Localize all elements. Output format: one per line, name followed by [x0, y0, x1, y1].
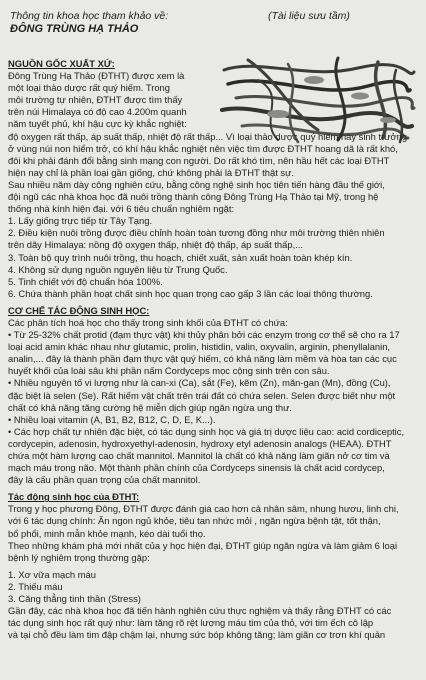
source-note: (Tài liệu sưu tầm) [268, 10, 350, 22]
text-line: một loại thảo dược rất quý hiếm. Trong [8, 82, 170, 94]
list-item: 3. Căng thẳng tinh thần (Stress) [8, 593, 141, 605]
text-line: bổ phổi, minh mẫn khỏe mạnh, kéo dài tuổi thọ. [8, 527, 206, 539]
list-item: 6. Chứa thành phần hoạt chất sinh học quan trọng cao gấp 3 lần các loại thông thường. [8, 287, 373, 299]
text-line: tác dụng sinh học rất quý như: làm tăng rõ rệt lượng máu tim của thỏ, với tim ếch cô lập [8, 617, 374, 629]
text-line: cordycepin, adenosin, hydroxyethyl-adenosin, hydroxy etyl adenosin analogs (HEAA). ĐTHT [8, 437, 392, 449]
text-line: • Các hợp chất tự nhiên đặc biệt, có tác dụng sinh học và giá trị dược liệu cao: acid cordiceptic, [8, 425, 405, 437]
section-title-mechanism: CƠ CHẾ TÁC ĐỘNG SINH HỌC: [8, 304, 150, 316]
text-line: bệnh lý nghiêm trọng thường gặp: [8, 551, 150, 563]
list-item: 5. Tinh chiết với độ chuẩn hóa 100%. [8, 275, 163, 287]
text-line: đặc biệt là selen (Se). Rất hiếm vật chất trên trái đất có chứa selen. Selen được biết như một [8, 389, 396, 401]
article-body [8, 54, 420, 641]
text-line: Đông Trùng Hạ Thảo (ĐTHT) được xem là [8, 70, 185, 82]
list-item: 2. Thiếu máu [8, 580, 63, 592]
text-line: Gần đây, các nhà khoa học đã tiến hành nghiên cứu thực nghiệm và thấy rằng ĐTHT có các [8, 605, 392, 617]
text-line: năm tuyết phủ, khí hậu cực kỳ khắc nghiệt: [8, 118, 187, 130]
text-line: đôi khi phải đánh đổi bằng sinh mạng con người. Do rất khó tìm, nên hầu hết các loại ĐTHT [8, 154, 390, 166]
text-line: đội ngũ các nhà khoa học đã nuôi trồng thành công Đông Trùng Hạ Thảo tại Mỹ, trong hệ [8, 191, 379, 203]
list-item: 4. Không sử dụng nguồn nguyên liệu từ Trung Quốc. [8, 263, 228, 275]
text-line: Sau nhiều năm dày công nghiên cứu, bằng công nghệ sinh học tiên tiến hàng đầu thế giới, [8, 178, 385, 190]
text-line: môi trường tự nhiên, ĐTHT được tìm thấy [8, 94, 183, 106]
text-line: huyết khối của loài sâu khi phần nấm Cordyceps mọc cộng sinh trên con sâu. [8, 365, 330, 377]
text-line: Trong y học phương Đông, ĐTHT được đánh giá cao hơn cả nhân sâm, nhung hươu, linh chi, [8, 503, 399, 515]
header-kicker: Thông tin khoa học tham khảo về: [10, 10, 169, 22]
header-title: ĐÔNG TRÙNG HẠ THẢO [10, 23, 139, 35]
text-line: chất có khả năng tăng cường hệ miễn dịch giúp ngăn ngừa ung thư. [8, 401, 293, 413]
text-line: độ oxygen rất thấp, áp suất thấp, nhiệt độ rất thấp... Vì loại thảo dược quý hiếm này sinh trưởng [8, 130, 408, 142]
text-line: chứa một hàm lượng cao chất mannitol. Mannitol là chất có khả năng làm giãn nở cơ tim và [8, 450, 390, 461]
header-block [10, 10, 168, 35]
section-title-origin: NGUỒN GỐC XUẤT XỨ: [8, 58, 115, 69]
text-line: • Nhiều loại vitamin (A, B1, B2, B12, C, D, E, K...). [8, 413, 216, 425]
text-line: hiện nay chỉ là phần loại gần giống, chứ không phải là ĐTHT thật sự. [8, 166, 294, 178]
list-item: trên dãy Himalaya: nồng độ oxygen thấp, nhiệt độ thấp, áp suất thấp,... [8, 239, 303, 251]
text-line: ở vùng núi non hiểm trở, có khí hậu khắc nghiệt nên việc tìm được ĐTHT hoang dã là rất khó, [8, 142, 398, 154]
list-item: 2. Điều kiện nuôi trồng được điều chỉnh hoàn toàn tương đồng như môi trường thiên nhiên [8, 227, 385, 239]
list-item: 1. Lấy giống trực tiếp từ Tây Tạng. [8, 215, 153, 227]
text-line: mạch máu trong não. Một thành phần chính của Cordyceps sinensis là chất acid cordycep, [8, 462, 385, 474]
text-line: analin,... đây là thành phần đạm thực vật quý hiếm, có khả năng làm mềm và hòa tan các cục [8, 353, 397, 365]
text-line: đây là cấu phần quan trọng của chất mannitol. [8, 474, 201, 486]
text-line: và tại chỗ đều làm tim đập chậm lại, nhưng sức bóp không tăng; làm giãn cơ trơn khí quản [8, 629, 386, 641]
text-line: loại acid amin khác nhau như glutamic, prolin, histidin, valin, oxyvalin, arginin, phenyllalanin, [8, 341, 391, 353]
list-item: 1. Xơ vữa mạch máu [8, 568, 96, 580]
text-line: thống nhà kính hiện đại. với 6 tiêu chuẩn nghiêm ngặt: [8, 203, 235, 215]
text-line: với 6 tác dụng chính: Ăn ngon ngủ khỏe, tiêu tan nhức mỏi , ngăn ngừa bệnh tật, tốt thận, [8, 515, 381, 527]
text-line: Theo những khám phá mới nhất của y học hiện đại, ĐTHT giúp ngăn ngừa và làm giảm 6 loại [8, 539, 398, 551]
section-title-effects: Tác động sinh học của ĐTHT: [8, 491, 140, 503]
text-line: Các phân tích hoá học cho thấy trong sinh khối của ĐTHT có chứa: [8, 316, 288, 328]
text-line: • Từ 25-32% chất protid (đạm thực vật) khi thủy phân bởi các enzym trong cơ thể sẽ cho ra 17 [8, 329, 400, 341]
text-line: trên núi Himalaya có độ cao 4.200m quanh [8, 106, 187, 118]
list-item: 3. Toàn bộ quy trình nuôi trồng, thu hoạch, chiết xuất, sản xuất hoàn toàn khép kín. [8, 251, 353, 263]
text-line: • Nhiều nguyên tố vi lượng như là can-xi (Ca), sắt (Fe), kẽm (Zn), măn-gan (Mn), đồng (Cu), [8, 377, 391, 389]
